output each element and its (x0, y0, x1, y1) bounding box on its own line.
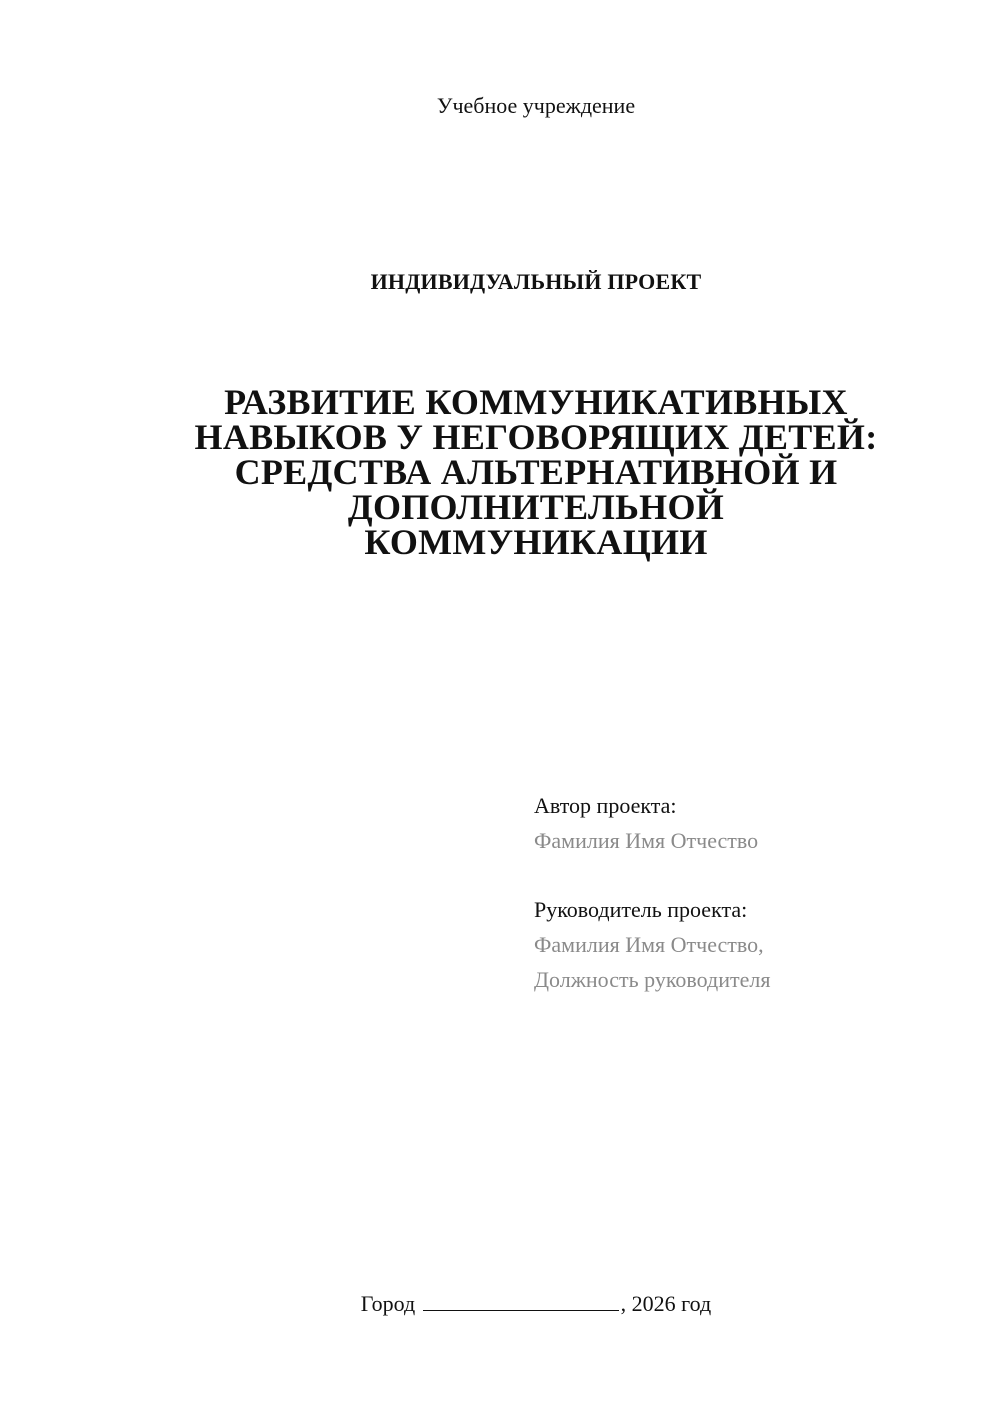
title-line: ДОПОЛНИТЕЛЬНОЙ (347, 487, 725, 527)
institution-name: Учебное учреждение (436, 93, 636, 118)
city-label: Город (360, 1291, 416, 1316)
supervisor-position: Должность руководителя (534, 967, 771, 992)
supervisor-name: Фамилия Имя Отчество, (534, 932, 764, 957)
title-line: СРЕДСТВА АЛЬТЕРНАТИВНОЙ И (234, 452, 838, 492)
supervisor-label: Руководитель проекта: (534, 897, 748, 922)
city-blank-line (423, 1290, 619, 1311)
credits-block (534, 788, 964, 997)
title-line: РАЗВИТИЕ КОММУНИКАТИВНЫХ (224, 382, 848, 422)
title-line: НАВЫКОВ У НЕГОВОРЯЩИХ ДЕТЕЙ: (194, 417, 878, 457)
document-type: ИНДИВИДУАЛЬНЫЙ ПРОЕКТ (370, 269, 702, 294)
year-text: , 2026 год (620, 1291, 712, 1316)
author-label: Автор проекта: (534, 793, 677, 818)
project-title (160, 382, 912, 562)
author-name: Фамилия Имя Отчество (534, 828, 759, 853)
footer-city-year (0, 1290, 1000, 1318)
spacer (534, 858, 964, 892)
title-line: КОММУНИКАЦИИ (364, 522, 708, 562)
